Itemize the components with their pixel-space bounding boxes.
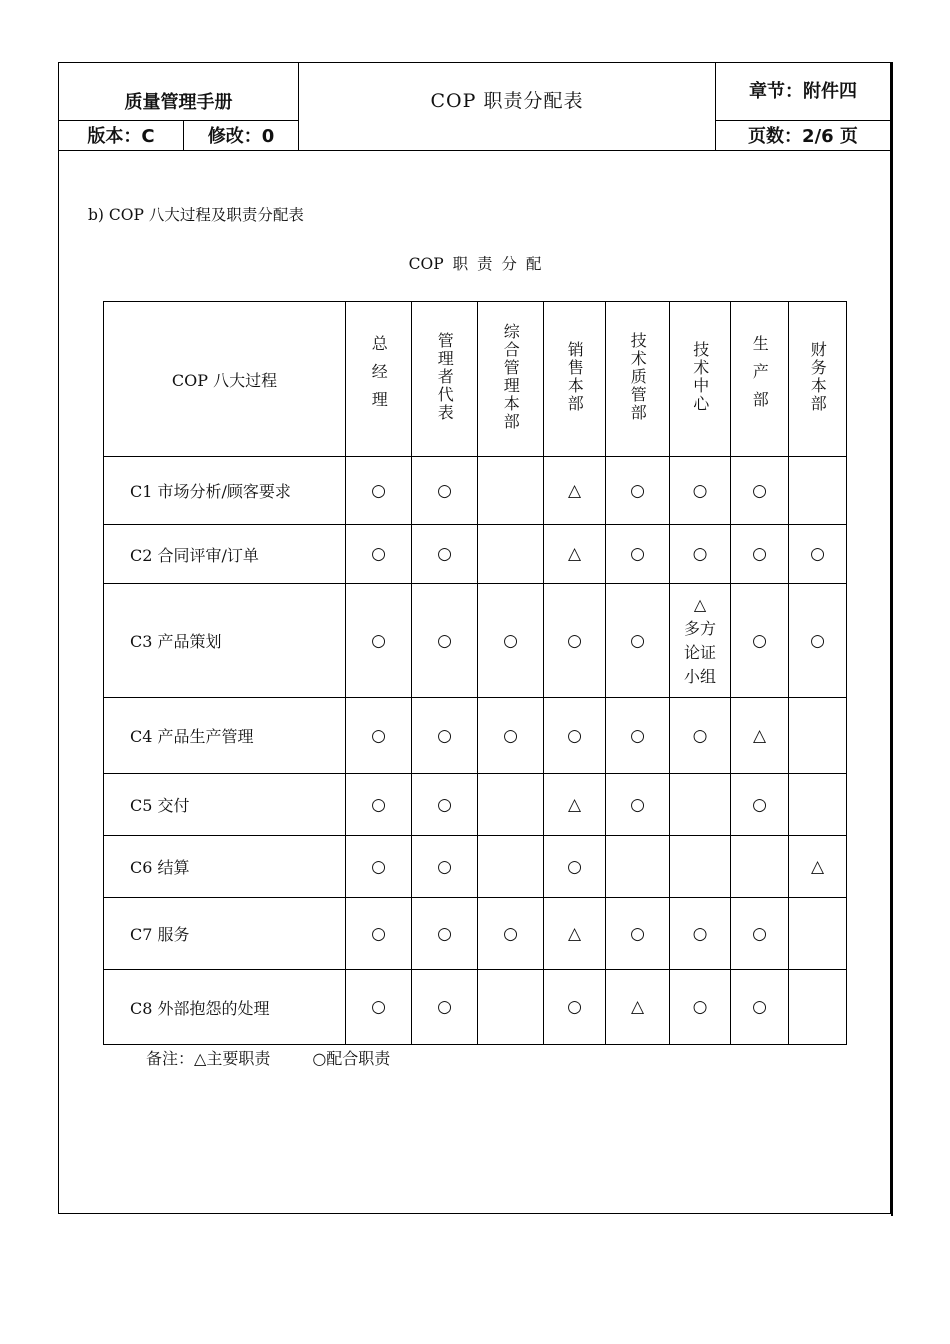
manual-title: 质量管理手册 xyxy=(124,92,233,113)
mark-cell: ○ xyxy=(544,970,606,1045)
mark-cell: ○ xyxy=(606,584,670,698)
mark-cell: ○ xyxy=(606,698,670,774)
process-cell: C8 外部抱怨的处理 xyxy=(104,970,346,1045)
mark-cell: ○ xyxy=(670,698,731,774)
document-header xyxy=(59,63,890,151)
mark-cell: ○ xyxy=(606,898,670,970)
mark-cell: ○ xyxy=(544,836,606,898)
mark-cell: ○ xyxy=(606,525,670,584)
mark-cell: ○ xyxy=(346,457,412,525)
mark-cell: △ xyxy=(789,836,847,898)
mark-cell: ○ xyxy=(731,774,789,836)
mark-cell: ○ xyxy=(606,774,670,836)
process-cell: C4 产品生产管理 xyxy=(104,698,346,774)
mark-cell: ○ xyxy=(789,525,847,584)
process-cell: C2 合同评审/订单 xyxy=(104,525,346,584)
responsibility-table xyxy=(103,301,847,1045)
col-header-tech-center: 技术中心 xyxy=(670,302,731,457)
process-cell: C5 交付 xyxy=(104,774,346,836)
mark-cell: ○ xyxy=(731,525,789,584)
mark-cell xyxy=(789,457,847,525)
process-header: COP 八大过程 xyxy=(104,302,346,457)
mark-cell: ○ xyxy=(346,774,412,836)
table-caption: COP 职 责 分 配 xyxy=(408,255,542,273)
process-cell: C1 市场分析/顾客要求 xyxy=(104,457,346,525)
chapter-label: 章节：附件四 xyxy=(749,81,857,102)
mark-cell xyxy=(478,457,544,525)
mark-cell: ○ xyxy=(412,898,478,970)
mark-cell: △ xyxy=(606,970,670,1045)
col-header-sales-dept: 销售本部 xyxy=(544,302,606,457)
mark-cell: △ xyxy=(731,698,789,774)
mark-cell: ○ xyxy=(731,970,789,1045)
header-row xyxy=(104,302,847,457)
col-header-quality-dept: 技术质管部 xyxy=(606,302,670,457)
process-cell: C7 服务 xyxy=(104,898,346,970)
mark-cell xyxy=(670,774,731,836)
mark-cell: ○ xyxy=(670,898,731,970)
mark-cell xyxy=(789,698,847,774)
mark-cell xyxy=(478,836,544,898)
process-cell: C3 产品策划 xyxy=(104,584,346,698)
mark-cell: ○ xyxy=(606,457,670,525)
tech-center-note-cell xyxy=(670,584,731,698)
mark-cell: ○ xyxy=(478,898,544,970)
mark-cell xyxy=(478,970,544,1045)
note-line: △ xyxy=(693,594,707,614)
mark-cell xyxy=(670,836,731,898)
mark-cell: △ xyxy=(544,457,606,525)
mark-cell: ○ xyxy=(412,525,478,584)
legend-primary: △主要职责 xyxy=(194,1049,271,1068)
mark-cell: ○ xyxy=(412,970,478,1045)
mark-cell: ○ xyxy=(731,457,789,525)
table-row xyxy=(104,836,847,898)
mark-cell: ○ xyxy=(670,457,731,525)
mark-cell xyxy=(789,774,847,836)
legend-note xyxy=(146,1046,390,1069)
legend-support: ○配合职责 xyxy=(312,1049,391,1068)
mark-cell: ○ xyxy=(544,698,606,774)
mark-cell: ○ xyxy=(670,970,731,1045)
mark-cell: ○ xyxy=(346,525,412,584)
table-row xyxy=(104,584,847,698)
mark-cell xyxy=(789,898,847,970)
version-label: 版本：C xyxy=(87,126,155,147)
mark-cell xyxy=(478,525,544,584)
mark-cell: ○ xyxy=(412,698,478,774)
mark-cell: △ xyxy=(544,898,606,970)
mark-cell xyxy=(478,774,544,836)
mark-cell: ○ xyxy=(412,836,478,898)
note-line: 小组 xyxy=(683,666,716,686)
table-row xyxy=(104,774,847,836)
mark-cell: ○ xyxy=(731,584,789,698)
col-header-admin-dept: 综合管理本部 xyxy=(478,302,544,457)
col-header-management-rep: 管理者代表 xyxy=(412,302,478,457)
mark-cell: ○ xyxy=(346,836,412,898)
table-row xyxy=(104,970,847,1045)
mark-cell: ○ xyxy=(670,525,731,584)
note-line: 论证 xyxy=(683,642,716,662)
mark-cell: ○ xyxy=(346,898,412,970)
process-cell: C6 结算 xyxy=(104,836,346,898)
mark-cell: ○ xyxy=(544,584,606,698)
section-label: b) COP 八大过程及职责分配表 xyxy=(88,206,304,224)
mark-cell: ○ xyxy=(478,584,544,698)
mark-cell: ○ xyxy=(412,774,478,836)
mark-cell: ○ xyxy=(412,457,478,525)
mark-cell xyxy=(789,970,847,1045)
table-row xyxy=(104,898,847,970)
mark-cell: ○ xyxy=(789,584,847,698)
mark-cell: ○ xyxy=(412,584,478,698)
table-row xyxy=(104,698,847,774)
mark-cell xyxy=(731,836,789,898)
mark-cell: ○ xyxy=(478,698,544,774)
mark-cell: △ xyxy=(544,774,606,836)
doc-title: COP 职责分配表 xyxy=(430,89,584,112)
table-row xyxy=(104,457,847,525)
mark-cell: ○ xyxy=(346,970,412,1045)
legend-prefix: 备注： xyxy=(146,1049,195,1068)
col-header-production-dept: 生产部 xyxy=(731,302,789,457)
mark-cell: △ xyxy=(544,525,606,584)
revision-label: 修改：0 xyxy=(207,126,275,147)
mark-cell: ○ xyxy=(346,584,412,698)
mark-cell: ○ xyxy=(346,698,412,774)
note-line: 多方 xyxy=(683,618,716,638)
page-border-right xyxy=(891,62,893,1216)
col-header-general-manager: 总经理 xyxy=(346,302,412,457)
table-row xyxy=(104,525,847,584)
mark-cell: ○ xyxy=(731,898,789,970)
col-header-finance-dept: 财务本部 xyxy=(789,302,847,457)
page-count-label: 页数：2/6 页 xyxy=(748,126,858,147)
mark-cell xyxy=(606,836,670,898)
